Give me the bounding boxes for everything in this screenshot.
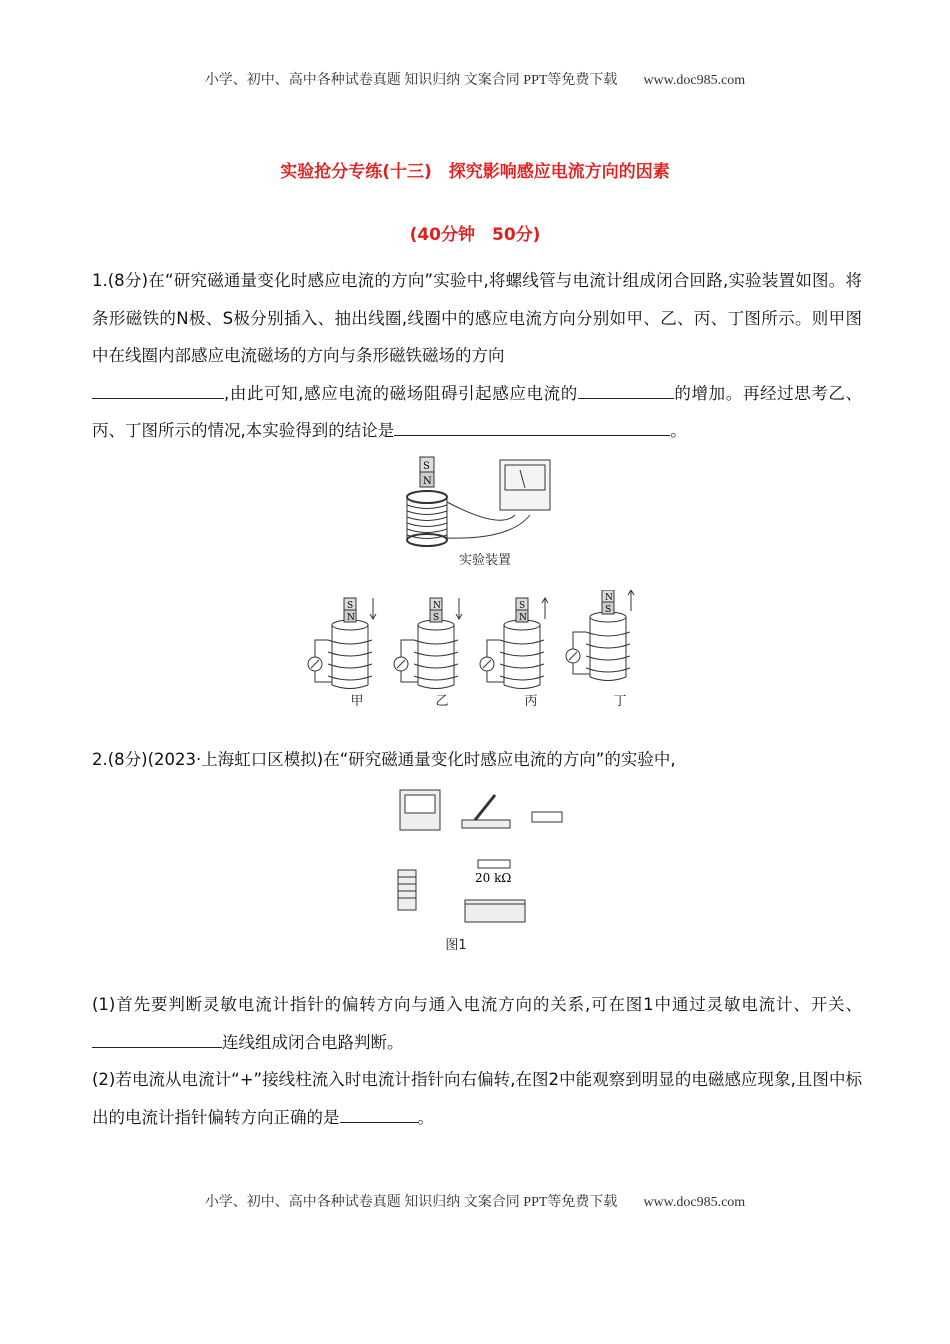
answer-blank[interactable]: [394, 417, 670, 436]
q1-text: 1.(8分)在“研究磁通量变化时感应电流的方向”实验中,将螺线管与电流计组成闭合回路,实验装置如图。将条形磁铁的N极、S极分别插入、抽出线圈,线圈中的感应电流方向分别如甲、乙、丙、丁图所示。则甲图中在线圈内部感应电流磁场的方向与条形磁铁磁场的方向: [92, 271, 862, 365]
q2-p2-text: 。: [417, 1107, 434, 1127]
svg-text:S: S: [605, 605, 612, 615]
magnet-s: S: [423, 461, 430, 472]
header-url: www.doc985.com: [643, 73, 746, 88]
q1-text: ,由此可知,感应电流的磁场阻碍引起感应电流的: [224, 383, 578, 403]
page-header: [0, 69, 950, 89]
q2-part-1: [92, 986, 862, 1061]
answer-blank[interactable]: [340, 1104, 418, 1123]
svg-text:S: S: [347, 601, 354, 611]
answer-blank[interactable]: [92, 1029, 222, 1048]
resistor-label: 20 kΩ: [475, 871, 512, 885]
footer-text: 小学、初中、高中各种试卷真题 知识归纳 文案合同 PPT等免费下载: [204, 1195, 618, 1210]
q2-part-2: [92, 1061, 862, 1136]
page-title: 实验抢分专练(十三) 探究影响感应电流方向的因素: [280, 162, 670, 182]
page-footer: [0, 1191, 950, 1211]
q2-p2-text: (2)若电流从电流计“+”接线柱流入时电流计指针向右偏转,在图2中能观察到明显的电磁感应现象,且图中标出的电流计指针偏转方向正确的是: [92, 1070, 862, 1127]
svg-text:N: N: [519, 613, 527, 623]
q2-p1-text: 连线组成闭合电路判断。: [222, 1032, 404, 1052]
apparatus-caption: 实验装置: [458, 553, 511, 568]
q2-text: 2.(8分)(2023·上海虹口区模拟)在“研究磁通量变化时感应电流的方向”的实验中,: [92, 750, 676, 769]
caption-jia: 甲: [350, 694, 364, 709]
svg-text:N: N: [605, 593, 613, 603]
svg-text:N: N: [347, 613, 355, 623]
page-subtitle: (40分钟 50分): [409, 225, 541, 245]
magnet-n: N: [423, 476, 432, 487]
caption-yi: 乙: [435, 694, 449, 709]
caption-ding: 丁: [613, 694, 627, 709]
apparatus-figure: [390, 450, 560, 550]
svg-text:S: S: [433, 613, 440, 623]
svg-text:S: S: [519, 601, 526, 611]
q2-p1-text: (1)首先要判断灵敏电流计指针的偏转方向与通入电流方向的关系,可在图1中通过灵敏电流计、开关、: [92, 995, 862, 1014]
question-1: [92, 262, 862, 450]
q1-text: 。: [670, 421, 687, 440]
answer-blank[interactable]: [92, 380, 224, 399]
header-text: 小学、初中、高中各种试卷真题 知识归纳 文案合同 PPT等免费下载: [204, 73, 618, 88]
figure-1-caption: 图1: [445, 938, 467, 953]
caption-bing: 丙: [524, 694, 538, 709]
coil-diagrams: [300, 590, 660, 690]
svg-text:N: N: [433, 601, 441, 611]
equipment-figure: [390, 785, 580, 935]
answer-blank[interactable]: [578, 380, 674, 399]
question-2: [92, 741, 862, 779]
q1-text: 的增加。再经过思考乙、丙、丁图所示的情况,本实验得到的结论是: [92, 383, 862, 440]
footer-url: www.doc985.com: [643, 1195, 746, 1210]
